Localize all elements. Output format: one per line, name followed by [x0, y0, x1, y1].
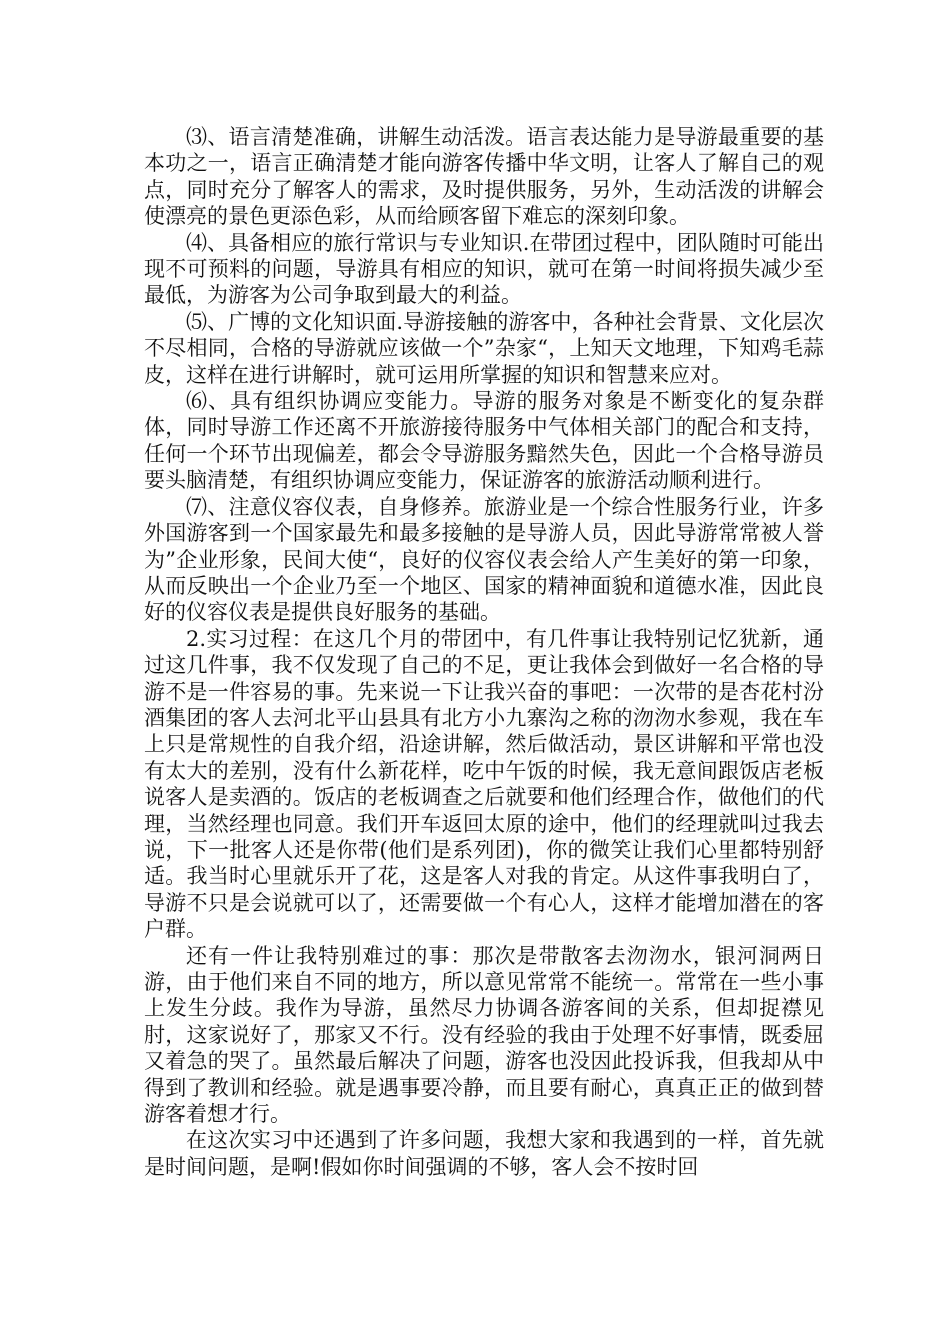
paragraph-time-problem: 在这次实习中还遇到了许多问题，我想大家和我遇到的一样，首先就是时间问题，是啊!假如你时间强调的不够，客人会不按时回 [144, 1128, 824, 1179]
paragraph-4-knowledge: ⑷、具备相应的旅行常识与专业知识.在带团过程中，团队随时可能出现不可预料的问题，导游具有相应的知识，就可在第一时间将损失减少至最低，为游客为公司争取到最大的利益。 [144, 230, 824, 308]
paragraph-internship-process: 2.实习过程：在这几个月的带团中，有几件事让我特别记忆犹新，通过这几件事，我不仅发现了自己的不足，更让我体会到做好一名合格的导游不是一件容易的事。先来说一下让我兴奋的事吧：一次带的是杏花村汾酒集团的客人去河北平山县具有北方小九寨沟之称的沕沕水参观，我在车上只是常规性的自我介绍，沿途讲解，然后做活动，景区讲解和平常也没有太大的差别，没有什么新花样，吃中午饭的时候，我无意间跟饭店老板说客人是卖酒的。饭店的老板调查之后就要和他们经理合作，做他们的代理，当然经理也同意。我们开车返回太原的途中，他们的经理就叫过我去说，下一批客人还是你带(他们是系列团)，你的微笑让我们心里都特别舒适。我当时心里就乐开了花，这是客人对我的肯定。从这件事我明白了，导游不只是会说就可以了，还需要做一个有心人，这样才能增加潜在的客户群。 [144, 626, 824, 942]
paragraph-sad-experience: 还有一件让我特别难过的事：那次是带散客去沕沕水，银河洞两日游，由于他们来自不同的地方，所以意见常常不能统一。常常在一些小事上发生分歧。我作为导游，虽然尽力协调各游客间的关系，但却捉襟见肘，这家说好了，那家又不行。没有经验的我由于处理不好事情，既委屈又着急的哭了。虽然最后解决了问题，游客也没因此投诉我，但我却从中得到了教训和经验。就是遇事要冷静，而且要有耐心，真真正正的做到替游客着想才行。 [144, 943, 824, 1127]
paragraph-5-culture: ⑸、广博的文化知识面.导游接触的游客中，各种社会背景、文化层次不尽相同，合格的导游就应该做一个”杂家“，上知天文地理，下知鸡毛蒜皮，这样在进行讲解时，就可运用所掌握的知识和智慧来应对。 [144, 309, 824, 387]
paragraph-7-appearance: ⑺、注意仪容仪表，自身修养。旅游业是一个综合性服务行业，许多外国游客到一个国家最先和最多接触的是导游人员，因此导游常常被人誉为”企业形象，民间大使“，良好的仪容仪表会给人产生美好的第一印象，从而反映出一个企业乃至一个地区、国家的精神面貌和道德水准，因此良好的仪容仪表是提供良好服务的基础。 [144, 494, 824, 625]
paragraph-3-language: ⑶、语言清楚准确，讲解生动活泼。语言表达能力是导游最重要的基本功之一，语言正确清楚才能向游客传播中华文明，让客人了解自己的观点，同时充分了解客人的需求，及时提供服务，另外，生动活泼的讲解会使漂亮的景色更添色彩，从而给顾客留下难忘的深刻印象。 [144, 125, 824, 229]
document-body [144, 124, 824, 1180]
paragraph-6-coordination: ⑹、具有组织协调应变能力。导游的服务对象是不断变化的复杂群体，同时导游工作还离不开旅游接待服务中气体相关部门的配合和支持，任何一个环节出现偏差，都会令导游服务黯然失色，因此一个合格导游员要头脑清楚，有组织协调应变能力，保证游客的旅游活动顺利进行。 [144, 389, 824, 493]
